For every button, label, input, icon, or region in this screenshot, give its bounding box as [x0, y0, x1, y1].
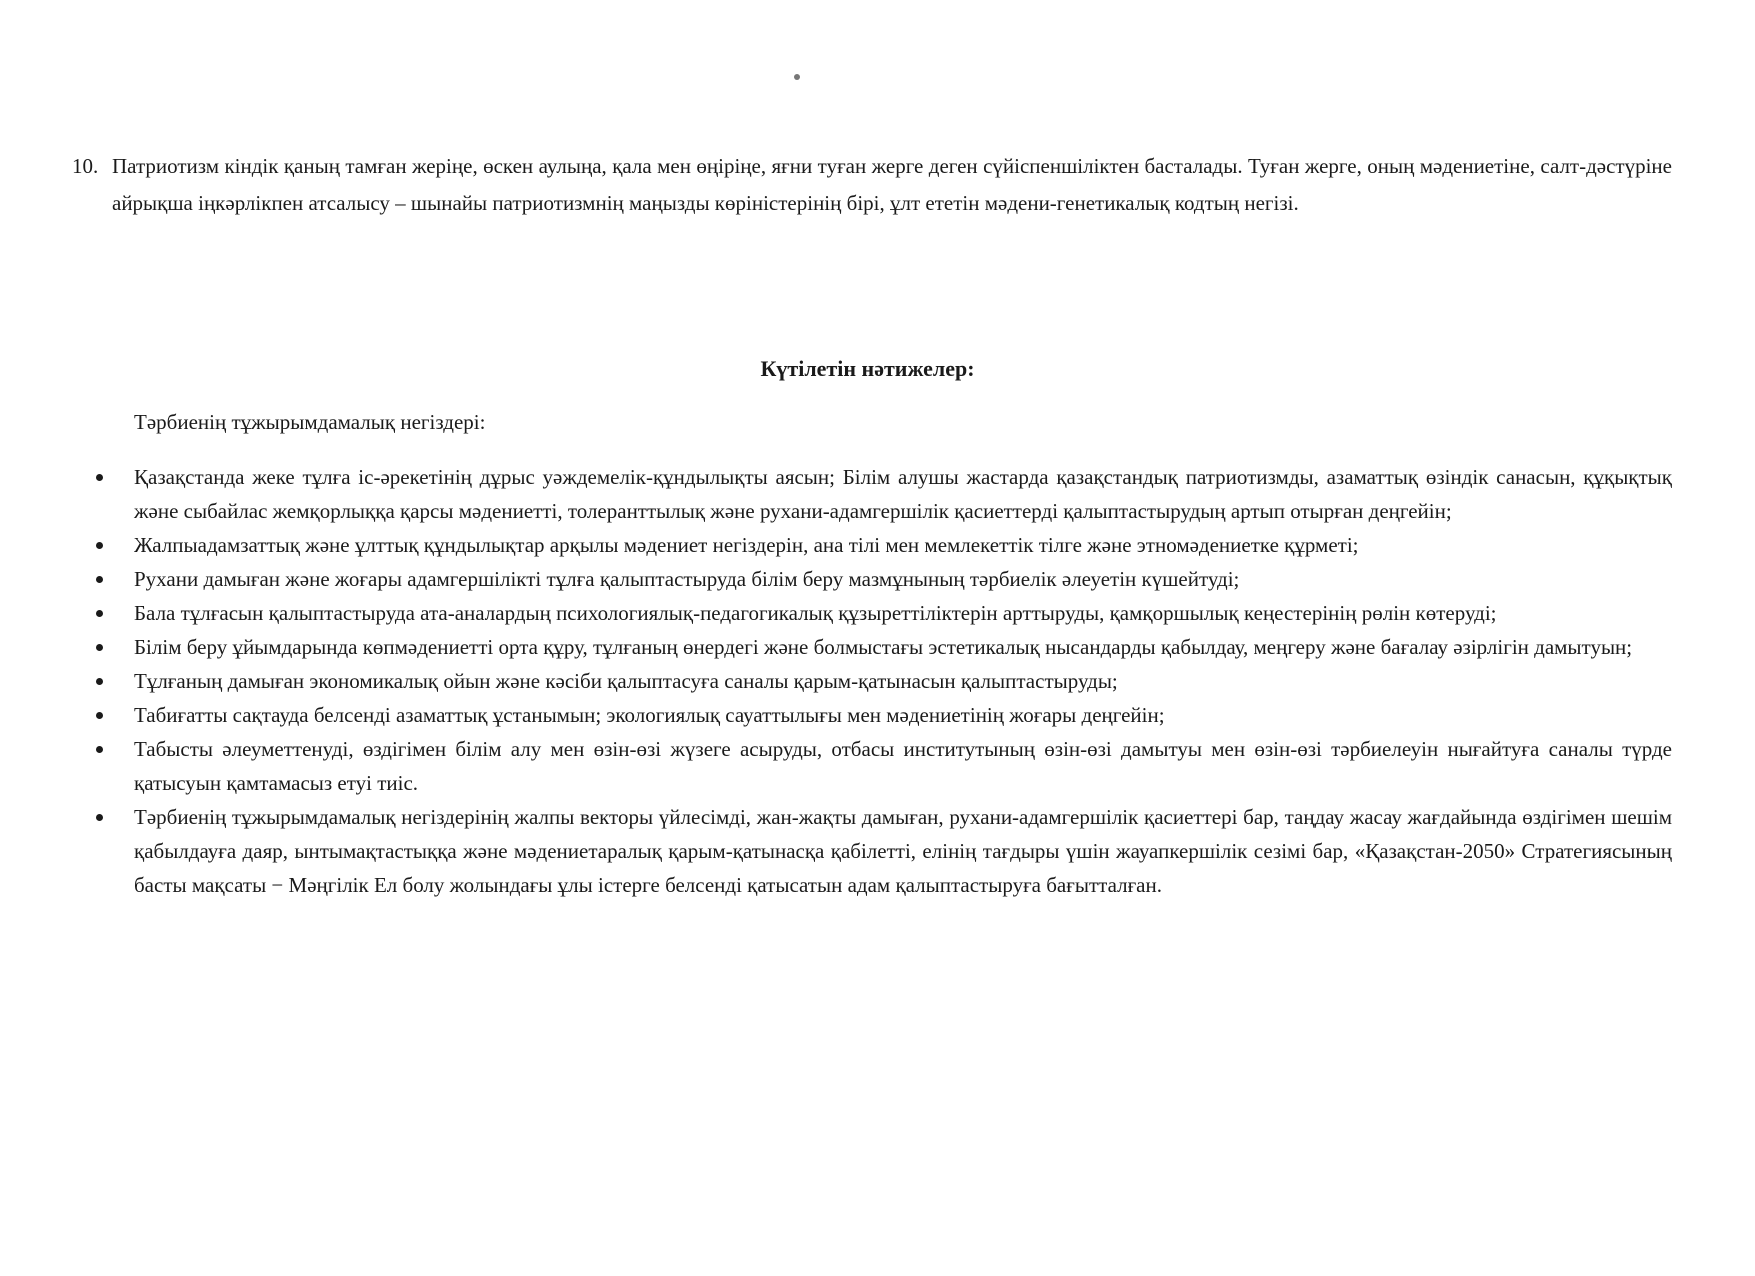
list-item [92, 698, 1672, 732]
list-item-text: Рухани дамыған және жоғары адамгершілікті тұлға қалыптастыруда білім беру мазмұнының тәрбиелік әлеуетін күшейтуді; [134, 567, 1240, 591]
bullet-icon [96, 474, 103, 481]
list-item-text: Табысты әлеуметтенуді, өздігімен білім алу мен өзін-өзі жүзеге асыруды, отбасы институтының өзін-өзі дамытуы мен өзін-өзі тәрбиелеуін нығайтуға саналы түрде қатысуын қамтамасыз етуі тиіс. [134, 737, 1672, 795]
list-item [92, 800, 1672, 902]
bullet-icon [96, 644, 103, 651]
list-item-text: Бала тұлғасын қалыптастыруда ата-аналардың психологиялық-педагогикалық құзыреттіліктерін арттыруды, қамқоршылық кеңестерінің рөлін көтеруді; [134, 601, 1497, 625]
list-item [92, 630, 1672, 664]
list-item-text: Жалпыадамзаттық және ұлттық құндылықтар арқылы мәдениет негіздерін, ана тілі мен мемлекеттік тілге және этномәдениетке құрметі; [134, 533, 1359, 557]
list-item [92, 664, 1672, 698]
list-item-text: Білім беру ұйымдарында көпмәдениетті орта құру, тұлғаның өнердегі және болмыстағы эстетикалық нысандарды қабылдау, меңгеру және бағалау әзірлігін дамытуын; [134, 635, 1633, 659]
bullet-icon [96, 814, 103, 821]
list-item-text: Тәрбиенің тұжырымдамалық негіздерінің жалпы векторы үйлесімді, жан-жақты дамыған, рухани-адамгершілік қасиеттері бар, таңдау жасау жағдайында өздігімен шешім қабылдауға даяр, ынтымақтастыққа және мәдениетаралық қарым-қатынасқа қабілетті, елінің тағдыры үшін жауапкершілік сезімі бар, «Қазақстан-2050» Стратегиясының басты мақсаты − Мәңгілік Ел болу жолындағы ұлы істерге белсенді қатысатын адам қалыптастыруға бағытталған. [134, 805, 1672, 897]
paragraph-number: 10. [72, 154, 99, 178]
list-item [92, 528, 1672, 562]
list-item [92, 562, 1672, 596]
numbered-paragraph-10 [72, 148, 1672, 222]
bullet-icon [96, 542, 103, 549]
scan-speck [794, 74, 800, 80]
list-item [92, 732, 1672, 800]
bullet-icon [96, 746, 103, 753]
list-item [92, 596, 1672, 630]
intro-line: Тәрбиенің тұжырымдамалық негіздері: [134, 410, 486, 434]
list-item-text: Қазақстанда жеке тұлға іс-әрекетінің дұрыс уәждемелік-құндылықты аясын; Білім алушы жастарда қазақстандық патриотизмды, азаматтық өзіндік санасын, құқықтық және сыбайлас жемқорлыққа қарсы мәдениетті, толеранттылық және рухани-адамгершілік қасиеттерді қалыптастырудың артып отырған деңгейін; [134, 465, 1672, 523]
list-item [92, 460, 1672, 528]
list-item-text: Тұлғаның дамыған экономикалық ойын және кәсіби қалыптасуға саналы қарым-қатынасын қалыптастыруды; [134, 669, 1118, 693]
section-heading: Күтілетін нәтижелер: [760, 356, 975, 381]
bullet-icon [96, 712, 103, 719]
bullet-icon [96, 678, 103, 685]
results-list [92, 460, 1672, 902]
list-item-text: Табиғатты сақтауда белсенді азаматтық ұстанымын; экологиялық сауаттылығы мен мәдениетінің жоғары деңгейін; [134, 703, 1165, 727]
bullet-icon [96, 610, 103, 617]
bullet-icon [96, 576, 103, 583]
paragraph-text: Патриотизм кіндік қаның тамған жеріңе, өскен аулыңа, қала мен өңіріңе, яғни туған жерге деген сүйіспеншіліктен басталады. Туған жерге, оның мәдениетіне, салт-дәстүріне айрықша іңкәрлікпен атсалысу – шынайы патриотизмнің маңызды көріністерінің бірі, ұлт ететін мәдени-генетикалық кодтың негізі. [112, 154, 1672, 215]
